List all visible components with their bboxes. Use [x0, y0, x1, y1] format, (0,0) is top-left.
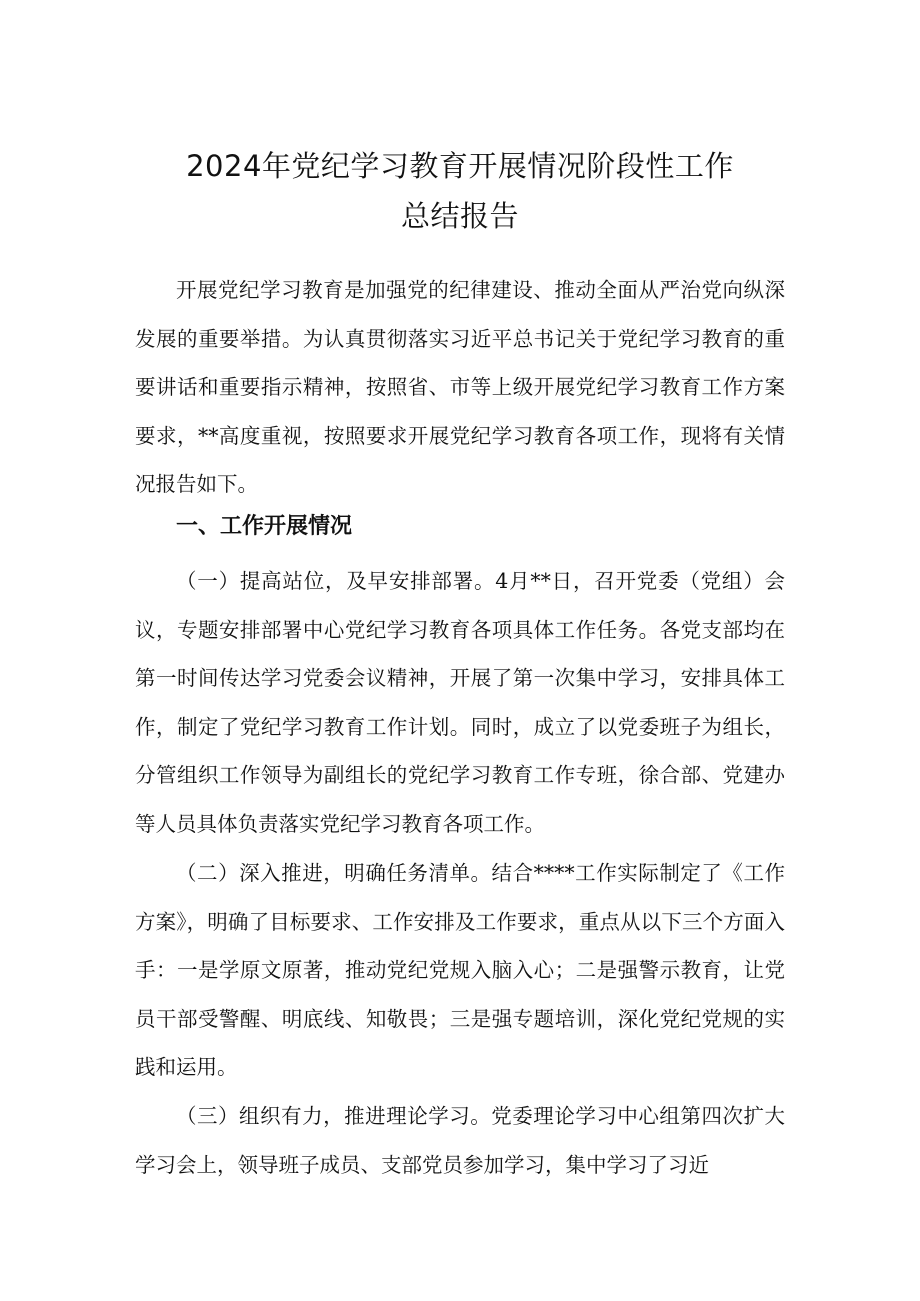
intro-paragraph: 开展党纪学习教育是加强党的纪律建设、推动全面从严治党向纵深发展的重要举措。为认真贯彻落实习近平总书记关于党纪学习教育的重要讲话和重要指示精神，按照省、市等上级开展党纪学习教育工作方案要求，**高度重视，按照要求开展党纪学习教育各项工作，现将有关情况报告如下。 [135, 278, 785, 497]
document-title-line-1: 2024年党纪学习教育开展情况阶段性工作 [186, 149, 734, 183]
paragraph-2: （二）深入推进，明确任务清单。结合****工作实际制定了《工作方案》，明确了目标要求、工作安排及工作要求，重点从以下三个方面入手：一是学原文原著，推动党纪党规入脑入心；二是强警示教育，让党员干部受警醒、明底线、知敬畏；三是强专题培训，深化党纪党规的实践和运用。 [135, 861, 785, 1080]
document-title-line-2: 总结报告 [400, 199, 519, 233]
paragraph-3: （三）组织有力，推进理论学习。党委理论学习中心组第四次扩大学习会上，领导班子成员、支部党员参加学习，集中学习了习近 [135, 1104, 785, 1177]
section-heading: 一、工作开展情况 [176, 514, 353, 539]
paragraph-1: （一）提高站位，及早安排部署。4月**日，召开党委（党组）会议，专题安排部署中心党纪学习教育各项具体工作任务。各党支部均在第一时间传达学习党委会议精神，开展了第一次集中学习，安排具体工作，制定了党纪学习教育工作计划。同时，成立了以党委班子为组长，分管组织工作领导为副组长的党纪学习教育工作专班，徐合部、党建办等人员具体负责落实党纪学习教育各项工作。 [135, 569, 785, 836]
